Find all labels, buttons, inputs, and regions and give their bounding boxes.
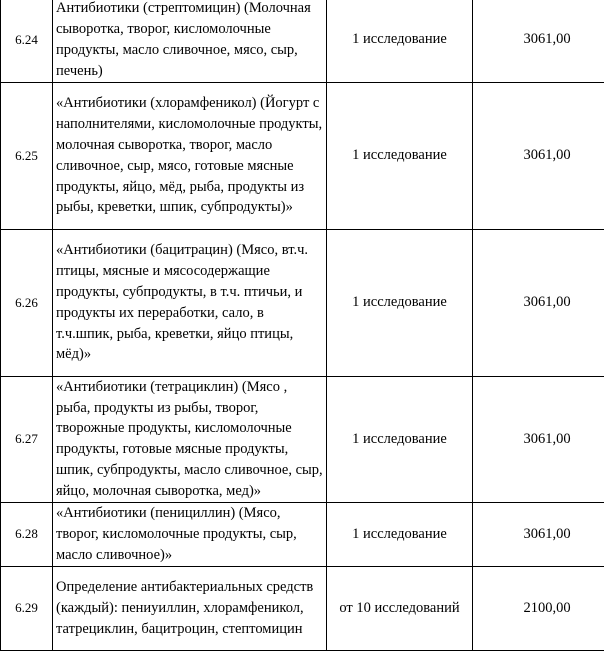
price-cell: 3061,00 [473,0,604,82]
unit-of-measure: от 10 исследований [327,566,473,650]
price-cell: 3061,00 [473,376,604,502]
table-row [1,229,604,376]
analysis-name-text: «Антибиотики (бацитрацин) (Мясо, вт.ч. птицы, мясные и мясосодержащие продукты, субпродукты, в т.ч. птичьи, и продукты их переработки, сало, в т.ч.шпик, рыба, креветки, яйцо птицы, мёд)» [56,240,324,365]
unit-of-measure: 1 исследование [327,0,473,82]
row-number: 6.26 [1,229,53,376]
analysis-name-text: «Антибиотики (пенициллин) (Мясо, творог, кисломолочные продукты, сыр, масло сливочное)» [56,503,324,566]
row-number: 6.24 [1,0,53,82]
price-cell: 3061,00 [473,229,604,376]
analysis-name [53,503,327,567]
price-cell: 3061,00 [473,503,604,567]
table-row [1,376,604,502]
unit-of-measure: 1 исследование [327,229,473,376]
analysis-name-text: «Антибиотики (хлорамфеникол) (Йогурт с наполнителями, кисломолочные продукты, молочная сыворотка, творог, масло сливочное, сыр, мясо, готовые мясные продукты, яйцо, мёд, рыба, продукты из рыбы, креветки, шпик, субпродукты)» [56,93,324,218]
row-number: 6.28 [1,503,53,567]
unit-of-measure: 1 исследование [327,503,473,567]
analysis-name [53,376,327,502]
analysis-name-text: «Антибиотики (тетрациклин) (Мясо , рыба, продукты из рыбы, творог, творожные продукты, кисломолочные продукты, готовые мясные продукты, шпик, субпродукты, масло сливочное, сыр, яйцо, молочная сыворотка, мед)» [56,377,324,502]
unit-of-measure: 1 исследование [327,376,473,502]
analysis-name [53,229,327,376]
analysis-name [53,566,327,650]
analysis-name-text: Определение антибактериальных средств (каждый): пениуиллин, хлорамфеникол, татрециклин, бацитроцин, стептомицин [56,577,324,640]
analysis-name [53,82,327,229]
table-row [1,566,604,650]
row-number: 6.27 [1,376,53,502]
price-cell: 3061,00 [473,82,604,229]
table-row [1,503,604,567]
row-number: 6.25 [1,82,53,229]
unit-of-measure: 1 исследование [327,82,473,229]
analysis-name-text: Антибиотики (стрептомицин) (Молочная сыворотка, творог, кисломолочные продукты, масло сливочное, мясо, сыр, печень) [56,0,324,82]
table-row [1,0,604,82]
analysis-name [53,0,327,82]
row-number: 6.29 [1,566,53,650]
price-cell: 2100,00 [473,566,604,650]
table-row [1,82,604,229]
